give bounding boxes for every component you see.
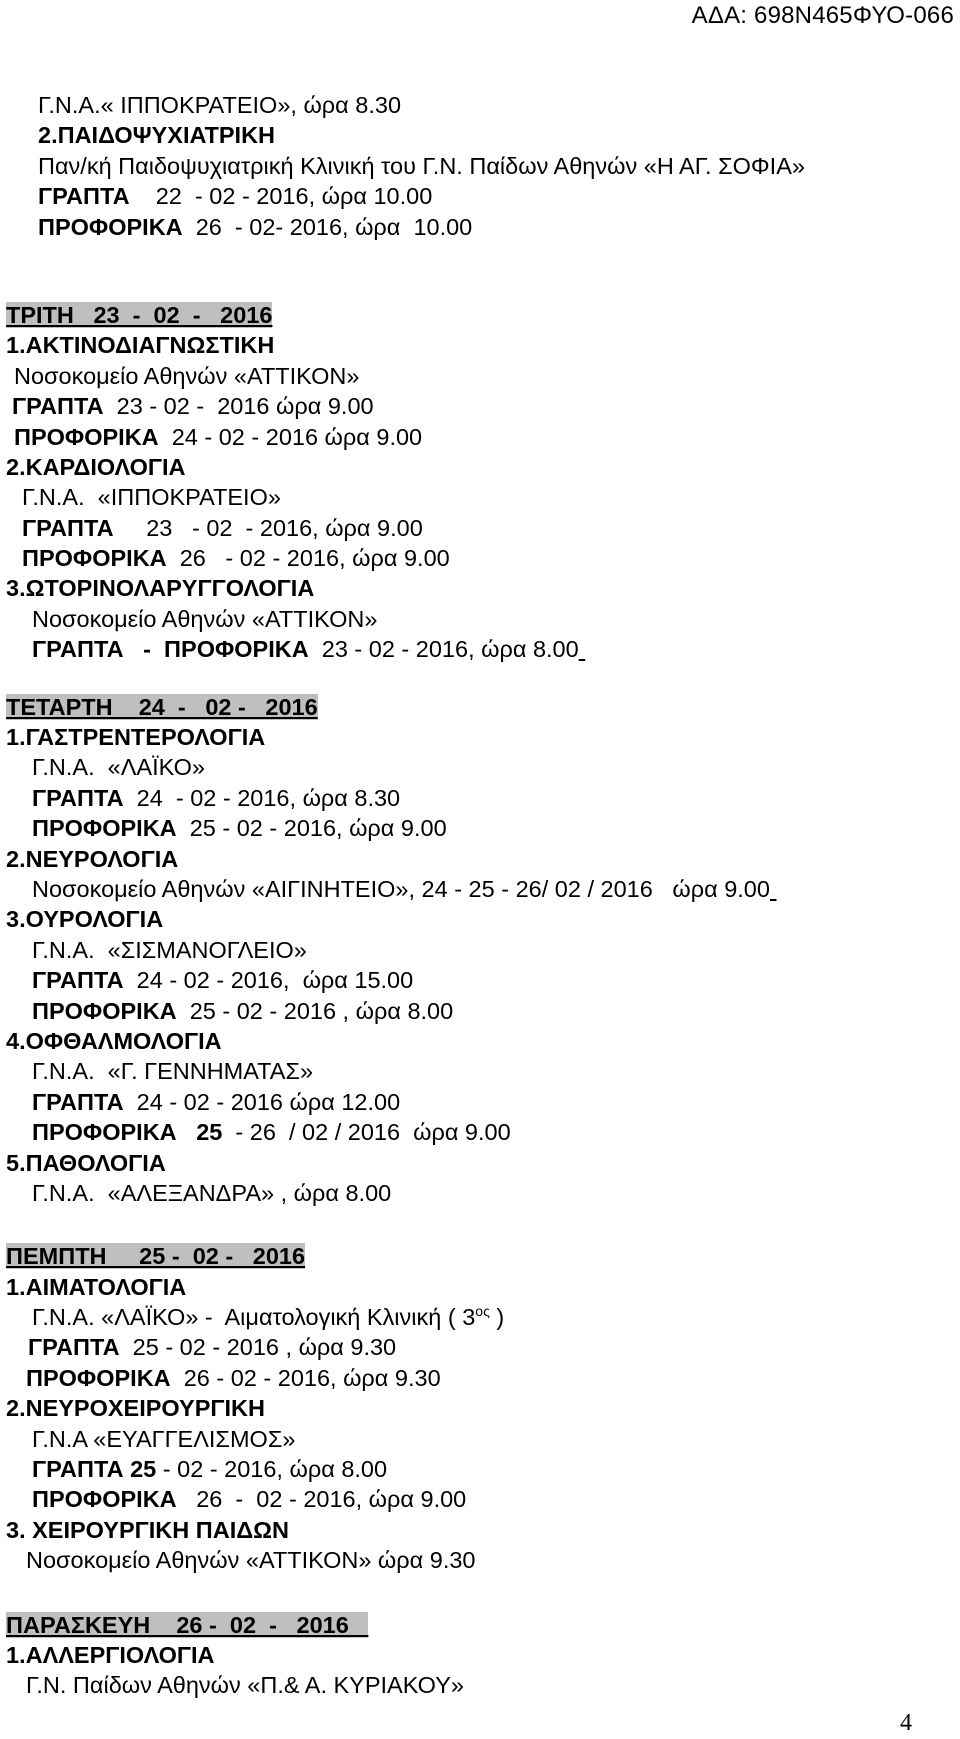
hospital-line: Παν/κή Παιδοψυχιατρική Κλινική του Γ.Ν. Παίδων Αθηνών «Η ΑΓ. ΣΟΦΙΑ» [38, 152, 805, 179]
oral-exam-line [0, 212, 955, 242]
oral-exam-line [0, 813, 955, 843]
written-label: ΓΡΑΠΤΑ [22, 514, 114, 541]
hospital-line [0, 874, 955, 904]
oral-label: ΠΡΟΦΟΡΙΚΑ [32, 815, 177, 842]
hospital-line: Γ.Ν. Παίδων Αθηνών «Π.& Α. ΚΥΡΙΑΚΟΥ» [26, 1672, 464, 1699]
hospital-line: Γ.Ν.Α. «ΙΠΠΟΚΡΑΤΕΙΟ» [22, 484, 281, 511]
underline-mark [770, 876, 777, 902]
ada-reference: ΑΔΑ: 698Ν465ΦΥΟ-066 [691, 2, 954, 29]
specialty-heading: 2.ΚΑΡΔΙΟΛΟΓΙΑ [6, 453, 186, 480]
oral-exam-line [0, 996, 955, 1026]
hospital-line: Γ.Ν.Α. «ΑΛΕΞΑΝΔΡΑ» , ώρα 8.00 [32, 1179, 392, 1206]
day-label: ΠΑΡΑΣΚΕΥΗ 26 - 02 - 2016 [6, 1611, 369, 1638]
written-date: 23 - 02 - 2016, ώρα 9.00 [113, 514, 423, 541]
oral-day: 25 [176, 1119, 223, 1146]
written-date: 23 - 02 - 2016 ώρα 9.00 [103, 393, 374, 420]
document-body [0, 90, 955, 1701]
written-date: 24 - 02 - 2016, ώρα 8.30 [123, 784, 401, 811]
hospital-line: Νοσοκομείο Αθηνών «ΑΤΤΙΚΟΝ» [14, 362, 360, 389]
exam-line [0, 634, 955, 664]
written-exam-line [0, 1454, 955, 1484]
oral-exam-line [0, 422, 955, 452]
specialty-heading: 2.ΝΕΥΡΟΧΕΙΡΟΥΡΓΙΚΗ [6, 1395, 265, 1422]
written-label: ΓΡΑΠΤΑ [28, 1334, 120, 1361]
written-date [130, 183, 156, 209]
written-label: ΓΡΑΠΤΑ [38, 183, 130, 210]
oral-date: 26 - 02 - 2016, ώρα 9.00 [176, 1486, 467, 1513]
specialty-heading: 1.ΑΙΜΑΤΟΛΟΓΙΑ [6, 1273, 187, 1300]
oral-label: ΠΡΟΦΟΡΙΚΑ [26, 1364, 171, 1391]
hospital-dates: Νοσοκομείο Αθηνών «ΑΙΓΙΝΗΤΕΙΟ», 24 - 25 - 26/ 02 / 2016 ώρα 9.00 [32, 875, 770, 902]
written-date: 25 - 02 - 2016 , ώρα 9.30 [119, 1334, 397, 1361]
written-date: 22 - 02 - 2016, ώρα 10.00 [155, 183, 433, 210]
written-label: ΓΡΑΠΤΑ [32, 1088, 124, 1115]
written-exam-line [0, 391, 955, 421]
written-exam-line [0, 965, 955, 995]
page-number: 4 [900, 1710, 912, 1736]
oral-date: 26 - 02- 2016, ώρα 10.00 [195, 213, 473, 240]
specialty-heading: 3.ΟΥΡΟΛΟΓΙΑ [6, 906, 164, 933]
written-label: ΓΡΑΠΤΑ [32, 784, 124, 811]
oral-date: - 26 / 02 / 2016 ώρα 9.00 [222, 1119, 511, 1146]
hospital-line: Γ.Ν.Α.« ΙΠΠΟΚΡΑΤΕΙΟ», ώρα 8.30 [38, 92, 402, 118]
oral-exam-line [0, 543, 955, 573]
written-exam-line [0, 513, 955, 543]
written-exam-line [0, 1087, 955, 1117]
specialty-heading: 1.ΑΚΤΙΝΟΔΙΑΓΝΩΣΤΙΚΗ [6, 332, 275, 359]
written-oral-label: ΓΡΑΠΤΑ - ΠΡΟΦΟΡΙΚΑ [32, 636, 309, 663]
written-exam-line [0, 181, 955, 211]
day-label: ΠΕΜΠΤΗ 25 - 02 - 2016 [6, 1243, 306, 1270]
day-heading-wednesday [0, 692, 955, 722]
day-heading-friday [0, 1610, 955, 1640]
hospital-line: Γ.Ν.Α «ΕΥΑΓΓΕΛΙΣΜΟΣ» [32, 1425, 296, 1452]
hospital-line: Γ.Ν.Α. «ΣΙΣΜΑΝΟΓΛΕΙΟ» [32, 936, 307, 963]
oral-exam-line [0, 1117, 955, 1147]
oral-label: ΠΡΟΦΟΡΙΚΑ [38, 213, 183, 240]
oral-date: 25 - 02 - 2016 , ώρα 8.00 [176, 997, 454, 1024]
day-heading-tuesday [0, 300, 955, 330]
oral-label: ΠΡΟΦΟΡΙΚΑ [14, 423, 159, 450]
specialty-heading: 2.ΝΕΥΡΟΛΟΓΙΑ [6, 845, 179, 872]
hospital-line: Γ.Ν.Α. «ΛΑΪΚΟ» [32, 754, 205, 781]
hospital-line [0, 1302, 955, 1332]
exam-date: 23 - 02 - 2016, ώρα 8.00 [308, 636, 579, 663]
specialty-heading: 4.ΟΦΘΑΛΜΟΛΟΓΙΑ [6, 1027, 222, 1054]
hospital-line: Νοσοκομείο Αθηνών «ΑΤΤΙΚΟΝ» ώρα 9.30 [26, 1547, 476, 1574]
written-exam-line [0, 783, 955, 813]
written-date: - 02 - 2016, ώρα 8.00 [156, 1456, 388, 1483]
oral-date: 26 - 02 - 2016, ώρα 9.00 [166, 545, 450, 572]
specialty-heading: 1.ΓΑΣΤΡΕΝΤΕΡΟΛΟΓΙΑ [6, 724, 266, 751]
written-date: 24 - 02 - 2016, ώρα 15.00 [123, 967, 414, 994]
specialty-heading: 3.ΩΤΟΡΙΝΟΛΑΡΥΓΓΟΛΟΓΙΑ [6, 575, 315, 602]
day-heading-thursday [0, 1241, 955, 1271]
written-date: 24 - 02 - 2016 ώρα 12.00 [123, 1088, 401, 1115]
specialty-heading: 1.ΑΛΛΕΡΓΙΟΛΟΓΙΑ [6, 1641, 215, 1668]
written-exam-line [0, 1332, 955, 1362]
hospital-line: Γ.Ν.Α. «Γ. ΓΕΝΝΗΜΑΤΑΣ» [32, 1058, 314, 1085]
hospital-name: Γ.Ν.Α. «ΛΑΪΚΟ» - Αιματολογική Κλινική ( 3 [32, 1304, 476, 1331]
oral-date: 26 - 02 - 2016, ώρα 9.30 [170, 1364, 441, 1391]
oral-label: ΠΡΟΦΟΡΙΚΑ [32, 1486, 177, 1513]
specialty-heading: 5.ΠΑΘΟΛΟΓΙΑ [6, 1149, 166, 1176]
oral-label: ΠΡΟΦΟΡΙΚΑ [32, 1119, 177, 1146]
specialty-heading: 2.ΠΑΙΔΟΨΥΧΙΑΤΡΙΚΗ [38, 122, 276, 149]
underline-mark [579, 636, 586, 662]
written-label: ΓΡΑΠΤΑ 25 [32, 1456, 157, 1483]
oral-label: ΠΡΟΦΟΡΙΚΑ [22, 545, 167, 572]
oral-date: 24 - 02 - 2016 ώρα 9.00 [158, 423, 423, 450]
specialty-heading: 3. ΧΕΙΡΟΥΡΓΙΚΗ ΠΑΙΔΩΝ [6, 1516, 289, 1543]
oral-date: 25 - 02 - 2016, ώρα 9.00 [176, 815, 447, 842]
oral-exam-line [0, 1484, 955, 1514]
hospital-name-end: ) [489, 1304, 505, 1331]
day-label: ΤΡΙΤΗ 23 - 02 - 2016 [6, 301, 273, 328]
oral-exam-line [0, 1363, 955, 1393]
written-label: ΓΡΑΠΤΑ [32, 967, 124, 994]
written-label: ΓΡΑΠΤΑ [12, 393, 104, 420]
oral-label: ΠΡΟΦΟΡΙΚΑ [32, 997, 177, 1024]
hospital-line: Νοσοκομείο Αθηνών «ΑΤΤΙΚΟΝ» [32, 605, 378, 632]
ordinal-superscript: ος [475, 1303, 490, 1320]
day-label: ΤΕΤΑΡΤΗ 24 - 02 - 2016 [6, 693, 318, 720]
